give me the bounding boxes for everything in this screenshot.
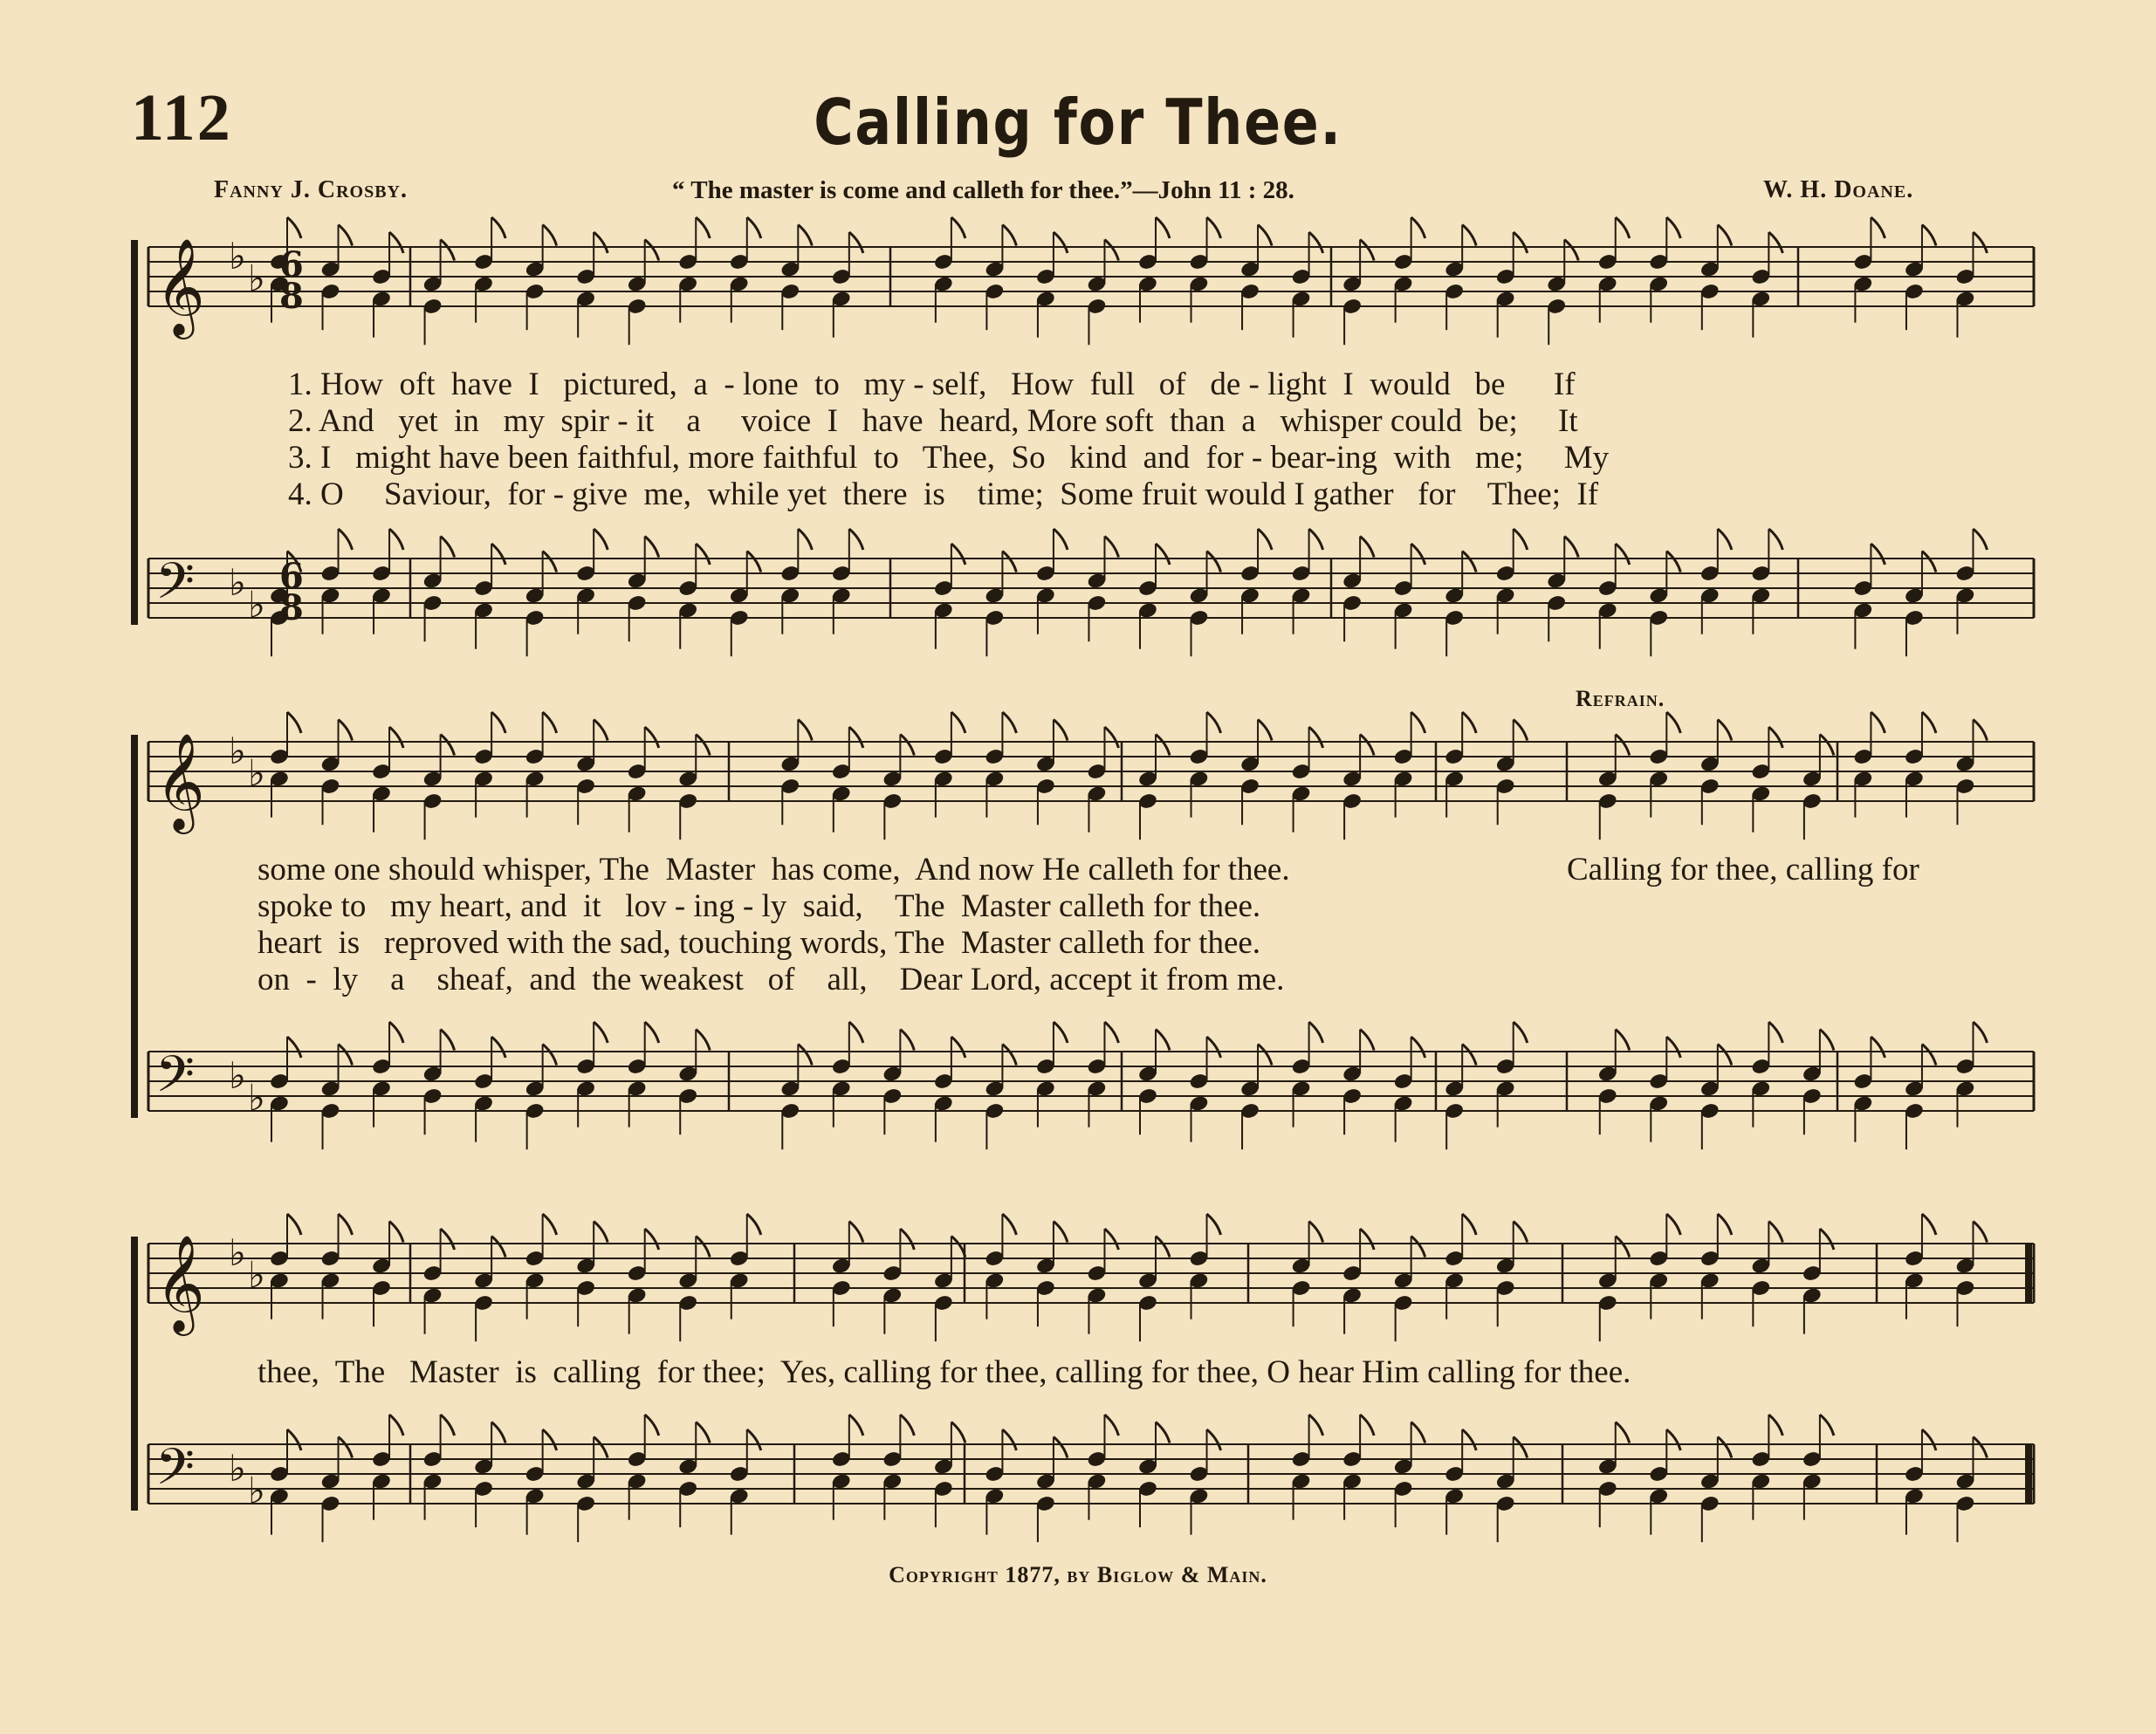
flat-icon: ♭ xyxy=(229,1447,246,1490)
flat-icon: ♭ xyxy=(229,561,246,604)
note-flag xyxy=(1360,735,1374,756)
note-flag xyxy=(543,225,557,246)
flat-icon: ♭ xyxy=(248,1469,265,1512)
system-brace xyxy=(131,1237,138,1511)
note-flag xyxy=(1054,1437,1068,1458)
note-flag xyxy=(900,735,914,756)
note-flag xyxy=(1258,720,1272,741)
note-flag xyxy=(1922,1214,1936,1235)
note-flag xyxy=(1871,712,1885,733)
note-flag xyxy=(1309,1222,1323,1243)
note-flag xyxy=(1054,1022,1068,1043)
note-flag xyxy=(645,1415,659,1436)
note-flag xyxy=(594,529,608,550)
note-flag xyxy=(1360,1030,1374,1051)
note-flag xyxy=(747,1429,761,1450)
note-flag xyxy=(1973,1437,1987,1458)
system-brace xyxy=(131,735,138,1118)
note-flag xyxy=(491,712,505,733)
note-flag xyxy=(339,1214,353,1235)
note-flag xyxy=(491,217,505,238)
note-flag xyxy=(1156,1030,1170,1051)
note-flag xyxy=(1718,720,1732,741)
note-flag xyxy=(900,1030,914,1051)
note-flag xyxy=(1666,1037,1680,1058)
flat-icon: ♭ xyxy=(229,235,246,278)
note-flag xyxy=(1871,544,1885,565)
note-flag xyxy=(849,727,863,748)
note-flag xyxy=(951,1237,965,1258)
note-flag xyxy=(1002,712,1016,733)
time-signature-bottom: 8 xyxy=(279,587,304,628)
note-flag xyxy=(1104,240,1118,261)
bass-clef-icon: 𝄢 xyxy=(155,552,196,623)
note-flag xyxy=(543,1045,557,1066)
note-flag xyxy=(339,1045,353,1066)
flat-icon: ♭ xyxy=(229,1054,246,1097)
note-flag xyxy=(1718,529,1732,550)
note-flag xyxy=(1054,232,1068,253)
note-flag xyxy=(1820,1229,1834,1250)
note-flag xyxy=(1411,1037,1425,1058)
note-flag xyxy=(1411,1237,1425,1258)
note-flag xyxy=(1514,720,1528,741)
note-flag xyxy=(1002,1045,1016,1066)
note-flag xyxy=(645,537,659,558)
verse-lyric-line: spoke to my heart, and it lov - ing - ly said, The Master calleth for thee. xyxy=(257,888,1261,924)
note-flag xyxy=(389,1415,403,1436)
note-flag xyxy=(287,712,301,733)
note-flag xyxy=(441,735,455,756)
note-flag xyxy=(1462,552,1476,572)
note-flag xyxy=(594,232,608,253)
note-flag xyxy=(951,217,965,238)
final-bar-line xyxy=(2025,1244,2032,1303)
flat-icon: ♭ xyxy=(248,751,265,795)
note-flag xyxy=(1411,1422,1425,1443)
note-flag xyxy=(543,712,557,733)
final-bar-line xyxy=(2025,1444,2032,1504)
flat-icon: ♭ xyxy=(248,257,265,300)
note-flag xyxy=(1054,1222,1068,1243)
verse-lyric-line: on - ly a sheaf, and the weakest of all, Dear Lord, accept it from me. xyxy=(257,962,1285,997)
refrain-label: Refrain. xyxy=(1576,686,1665,711)
note-flag xyxy=(1973,1022,1987,1043)
composer-credit: W. H. Doane. xyxy=(1763,176,1914,203)
note-flag xyxy=(1360,1229,1374,1250)
note-flag xyxy=(1768,727,1782,748)
note-flag xyxy=(1666,217,1680,238)
note-flag xyxy=(645,240,659,261)
note-flag xyxy=(1104,1229,1118,1250)
note-flag xyxy=(1104,1415,1118,1436)
note-flag xyxy=(951,1037,965,1058)
verse-lyric-line: 1. How oft have I pictured, a - lone to my - self, How full of de - light I would be If xyxy=(288,367,1576,402)
note-flag xyxy=(798,720,812,741)
note-flag xyxy=(1360,240,1374,261)
note-flag xyxy=(389,727,403,748)
note-flag xyxy=(1768,529,1782,550)
note-flag xyxy=(1922,1429,1936,1450)
note-flag xyxy=(441,537,455,558)
note-flag xyxy=(1514,1437,1528,1458)
treble-clef-icon: 𝄞 xyxy=(155,237,205,335)
note-flag xyxy=(1768,1022,1782,1043)
note-flag xyxy=(696,1237,710,1258)
note-flag xyxy=(1820,1030,1834,1051)
note-flag xyxy=(1411,712,1425,733)
note-flag xyxy=(1258,1045,1272,1066)
note-flag xyxy=(1156,544,1170,565)
note-flag xyxy=(645,727,659,748)
verse-lyric-line: heart is reproved with the sad, touching words, The Master calleth for thee. xyxy=(257,925,1261,961)
verse-lyric-line: some one should whisper, The Master has come, And now He calleth for thee. xyxy=(257,852,1290,888)
note-flag xyxy=(1207,1429,1221,1450)
note-flag xyxy=(1616,1237,1630,1258)
note-flag xyxy=(339,720,353,741)
note-flag xyxy=(696,735,710,756)
note-flag xyxy=(1564,537,1578,558)
note-flag xyxy=(1666,552,1680,572)
note-flag xyxy=(849,1222,863,1243)
bass-clef-icon: 𝄢 xyxy=(155,1045,196,1116)
note-flag xyxy=(1973,529,1987,550)
note-flag xyxy=(747,1214,761,1235)
note-flag xyxy=(389,1222,403,1243)
note-flag xyxy=(1768,1222,1782,1243)
time-signature-top: 6 xyxy=(279,244,304,285)
note-flag xyxy=(1309,529,1323,550)
note-flag xyxy=(1104,537,1118,558)
note-flag xyxy=(1973,720,1987,741)
note-flag xyxy=(441,1415,455,1436)
note-flag xyxy=(951,544,965,565)
note-flag xyxy=(798,529,812,550)
note-flag xyxy=(594,1437,608,1458)
note-flag xyxy=(1514,232,1528,253)
note-flag xyxy=(1156,217,1170,238)
note-flag xyxy=(287,1037,301,1058)
note-flag xyxy=(1616,1422,1630,1443)
note-flag xyxy=(339,529,353,550)
flat-icon: ♭ xyxy=(248,1253,265,1297)
verse-lyric-line: 2. And yet in my spir - it a voice I have heard, More soft than a whisper could be; It xyxy=(288,403,1578,439)
note-flag xyxy=(491,1237,505,1258)
note-flag xyxy=(1462,1045,1476,1066)
note-flag xyxy=(798,1045,812,1066)
note-flag xyxy=(1973,232,1987,253)
note-flag xyxy=(1207,552,1221,572)
note-flag xyxy=(1156,1237,1170,1258)
note-flag xyxy=(1616,544,1630,565)
note-flag xyxy=(1207,1037,1221,1058)
note-flag xyxy=(1002,225,1016,246)
note-flag xyxy=(1360,537,1374,558)
note-flag xyxy=(645,1022,659,1043)
note-flag xyxy=(1156,1422,1170,1443)
note-flag xyxy=(1666,1214,1680,1235)
note-flag xyxy=(849,232,863,253)
note-flag xyxy=(1616,735,1630,756)
page-number: 112 xyxy=(131,81,232,154)
note-flag xyxy=(441,1229,455,1250)
note-flag xyxy=(1002,1214,1016,1235)
note-flag xyxy=(1207,712,1221,733)
flat-icon: ♭ xyxy=(248,1076,265,1120)
note-flag xyxy=(1258,225,1272,246)
note-flag xyxy=(1514,1022,1528,1043)
time-signature-bottom: 8 xyxy=(279,276,304,317)
note-flag xyxy=(1922,225,1936,246)
flat-icon: ♭ xyxy=(229,730,246,772)
scripture-epigraph: “ The master is come and calleth for thee.”—John 11 : 28. xyxy=(672,176,1294,204)
note-flag xyxy=(1718,225,1732,246)
lyricist-credit: Fanny J. Crosby. xyxy=(214,176,409,203)
note-flag xyxy=(1973,1222,1987,1243)
note-flag xyxy=(1309,727,1323,748)
time-signature-top: 6 xyxy=(279,556,304,597)
treble-clef-icon: 𝄞 xyxy=(155,732,205,830)
note-flag xyxy=(1820,735,1834,756)
note-flag xyxy=(1309,1415,1323,1436)
note-flag xyxy=(1514,529,1528,550)
note-flag xyxy=(900,1415,914,1436)
note-flag xyxy=(1768,232,1782,253)
note-flag xyxy=(287,1429,301,1450)
note-flag xyxy=(594,720,608,741)
note-flag xyxy=(1616,217,1630,238)
system-brace xyxy=(131,240,138,625)
hymn-title: Calling for Thee. xyxy=(814,86,1342,159)
note-flag xyxy=(1309,1022,1323,1043)
note-flag xyxy=(1718,1214,1732,1235)
note-flag xyxy=(441,240,455,261)
note-flag xyxy=(951,1422,965,1443)
note-flag xyxy=(1002,552,1016,572)
flat-icon: ♭ xyxy=(248,583,265,627)
flat-icon: ♭ xyxy=(229,1231,246,1274)
verse-lyric-line: 4. O Saviour, for - give me, while yet there is time; Some fruit would I gather for Thee; If xyxy=(288,476,1599,512)
note-flag xyxy=(1922,552,1936,572)
note-flag xyxy=(1462,1429,1476,1450)
note-flag xyxy=(1360,1415,1374,1436)
note-flag xyxy=(696,1030,710,1051)
bass-clef-icon: 𝄢 xyxy=(155,1437,196,1509)
treble-clef-icon: 𝄞 xyxy=(155,1234,205,1332)
note-flag xyxy=(747,217,761,238)
note-flag xyxy=(287,1214,301,1235)
note-flag xyxy=(594,1222,608,1243)
note-flag xyxy=(1718,1437,1732,1458)
note-flag xyxy=(900,1229,914,1250)
note-flag xyxy=(1871,217,1885,238)
note-flag xyxy=(1820,1415,1834,1436)
note-flag xyxy=(645,1229,659,1250)
note-flag xyxy=(441,1030,455,1051)
note-flag xyxy=(1002,1429,1016,1450)
note-flag xyxy=(747,552,761,572)
note-flag xyxy=(849,1022,863,1043)
note-flag xyxy=(1462,712,1476,733)
note-flag xyxy=(1207,1214,1221,1235)
note-flag xyxy=(696,217,710,238)
note-flag xyxy=(543,1214,557,1235)
note-flag xyxy=(491,1037,505,1058)
note-flag xyxy=(1514,1222,1528,1243)
note-flag xyxy=(543,552,557,572)
note-flag xyxy=(1104,1022,1118,1043)
note-flag xyxy=(1462,1214,1476,1235)
note-flag xyxy=(1616,1030,1630,1051)
note-flag xyxy=(1104,727,1118,748)
note-flag xyxy=(1258,529,1272,550)
note-flag xyxy=(1871,1037,1885,1058)
note-flag xyxy=(543,1429,557,1450)
note-flag xyxy=(594,1022,608,1043)
note-flag xyxy=(339,1437,353,1458)
note-flag xyxy=(389,232,403,253)
note-flag xyxy=(1156,735,1170,756)
note-flag xyxy=(1411,544,1425,565)
note-flag xyxy=(1922,712,1936,733)
note-flag xyxy=(1309,232,1323,253)
note-flag xyxy=(1411,217,1425,238)
note-flag xyxy=(1922,1045,1936,1066)
note-flag xyxy=(1718,1045,1732,1066)
note-flag xyxy=(1564,240,1578,261)
note-flag xyxy=(389,529,403,550)
verse-lyric-line: 3. I might have been faithful, more faithful to Thee, So kind and for - bear-ing with me; My xyxy=(288,440,1610,476)
note-flag xyxy=(389,1022,403,1043)
note-flag xyxy=(1666,712,1680,733)
note-flag xyxy=(1054,720,1068,741)
note-flag xyxy=(491,1422,505,1443)
note-flag xyxy=(849,1415,863,1436)
note-flag xyxy=(339,225,353,246)
note-flag xyxy=(849,529,863,550)
refrain-lyric-line: thee, The Master is calling for thee; Yes, calling for thee, calling for thee, O hear Him calling for thee. xyxy=(257,1354,1631,1390)
note-flag xyxy=(798,225,812,246)
note-flag xyxy=(951,712,965,733)
note-flag xyxy=(491,544,505,565)
note-flag xyxy=(1768,1415,1782,1436)
note-flag xyxy=(1462,225,1476,246)
note-flag xyxy=(1666,1429,1680,1450)
note-flag xyxy=(287,217,301,238)
note-flag xyxy=(696,1422,710,1443)
copyright-notice: Copyright 1877, by Biglow & Main. xyxy=(889,1562,1267,1587)
note-flag xyxy=(696,544,710,565)
note-flag xyxy=(1207,217,1221,238)
note-flag xyxy=(1054,529,1068,550)
refrain-lyric-line: Calling for thee, calling for xyxy=(1567,852,1919,888)
